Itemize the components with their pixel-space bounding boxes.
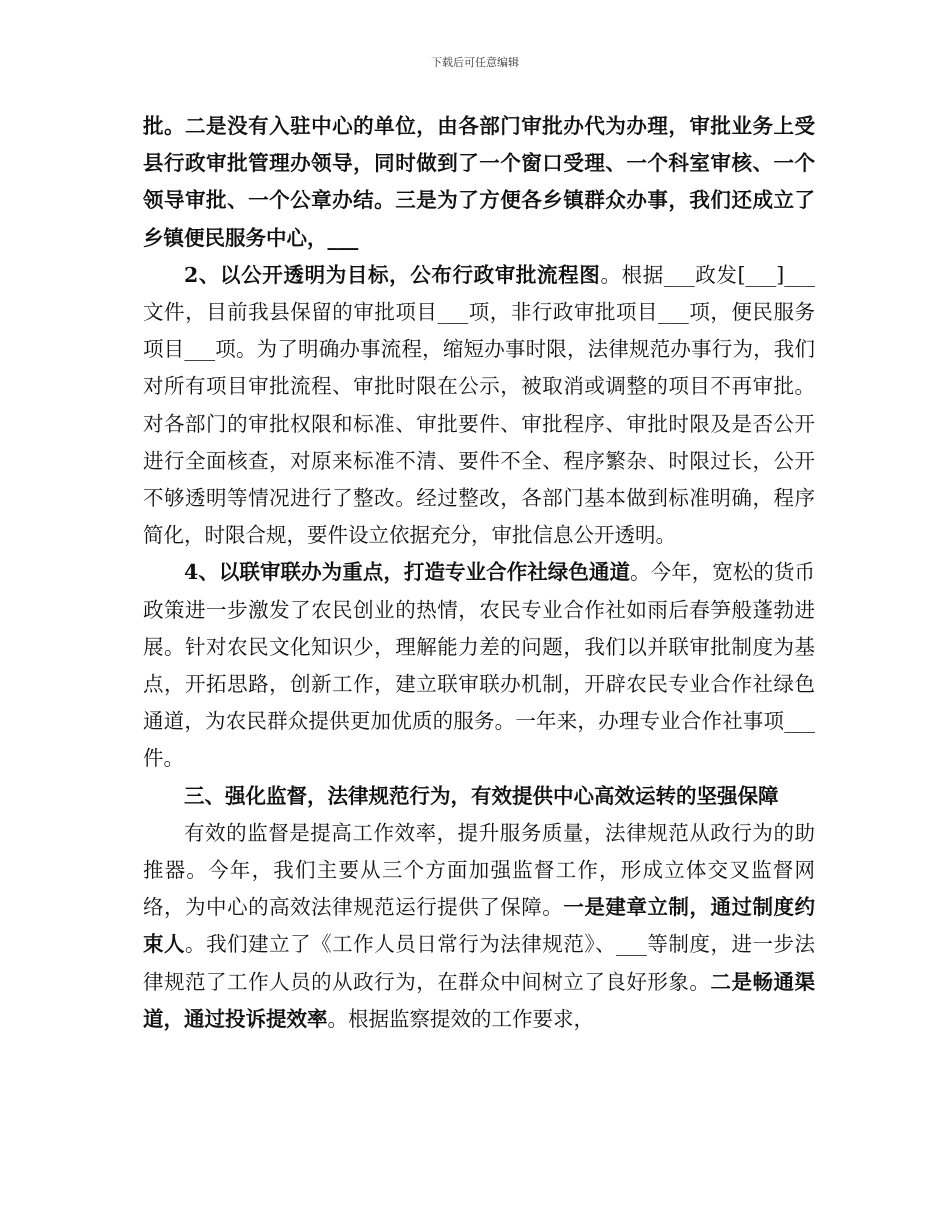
paragraph-1-text: 批。二是没有入驻中心的单位，由各部门审批办代为办理，审批业务上受县行政审批管理办领导，同时做到了一个窗口受理、一个科室审核、一个领导审批、一个公章办结。三是为了方便各乡镇群众办事，我们还成立了乡镇便民服务中心，___ <box>143 114 815 250</box>
paragraph-2 <box>143 257 815 555</box>
paragraph-5-bold-1: 一是建章立制，通过制度约束人 <box>143 895 816 957</box>
paragraph-5-text-2: 。我们建立了《工作人员日常行为法律规范》、___等制度，进一步法律规范了工作人员的从政行为，在群众中间树立了良好形象。 <box>143 932 816 994</box>
paragraph-5-text-3: 。根据监察提效的工作要求， <box>327 1006 594 1031</box>
paragraph-1 <box>143 108 815 257</box>
paragraph-3-text: 。今年，宽松的货币政策进一步激发了农民创业的热情，农民专业合作社如雨后春笋般蓬勃进展。针对农民文化知识少，理解能力差的问题，我们以并联审批制度为基点，开拓思路，创新工作，建立联审联办机制，开辟农民专业合作社绿色通道，为农民群众提供更加优质的服务。一年来，办理专业合作社事项___件。 <box>143 560 816 771</box>
paragraph-3 <box>143 554 815 777</box>
document-body <box>143 108 815 1038</box>
paragraph-5-bold-2: 二是畅通渠道，通过投诉提效率 <box>143 969 816 1031</box>
paragraph-2-text: 。根据___政发[___]___文件，目前我县保留的审批项目___项，非行政审批项目___项，便民服务项目___项。为了明确办事流程，缩短办事时限，法律规范办事行为，我们对所有项目审批流程、审批时限在公示，被取消或调整的项目不再审批。对各部门的审批权限和标准、审批要件、审批程序、审批时限及是否公开进行全面核查，对原来标准不清、要件不全、程序繁杂、时限过长，公开不够透明等情况进行了整改。经过整改，各部门基本做到标准明确，程序简化，时限合规，要件设立依据充分，审批信息公开透明。 <box>143 262 816 548</box>
section-heading-text: 三、强化监督，法律规范行为，有效提供中心高效运转的坚强保障 <box>184 783 779 808</box>
header-note: 下载后可任意编辑 <box>431 56 519 69</box>
paragraph-3-lead: 4、以联审联办为重点，打造专业合作社绿色通道 <box>184 560 631 585</box>
paragraph-5-text-1: 有效的监督是提高工作效率，提升服务质量，法律规范从政行为的助推器。今年，我们主要从三个方面加强监督工作，形成立体交叉监督网络，为中心的高效法律规范运行提供了保障。 <box>143 820 815 920</box>
section-heading <box>143 778 815 815</box>
paragraph-5 <box>143 815 815 1038</box>
paragraph-2-lead: 2、以公开透明为目标，公布行政审批流程图 <box>184 262 601 287</box>
